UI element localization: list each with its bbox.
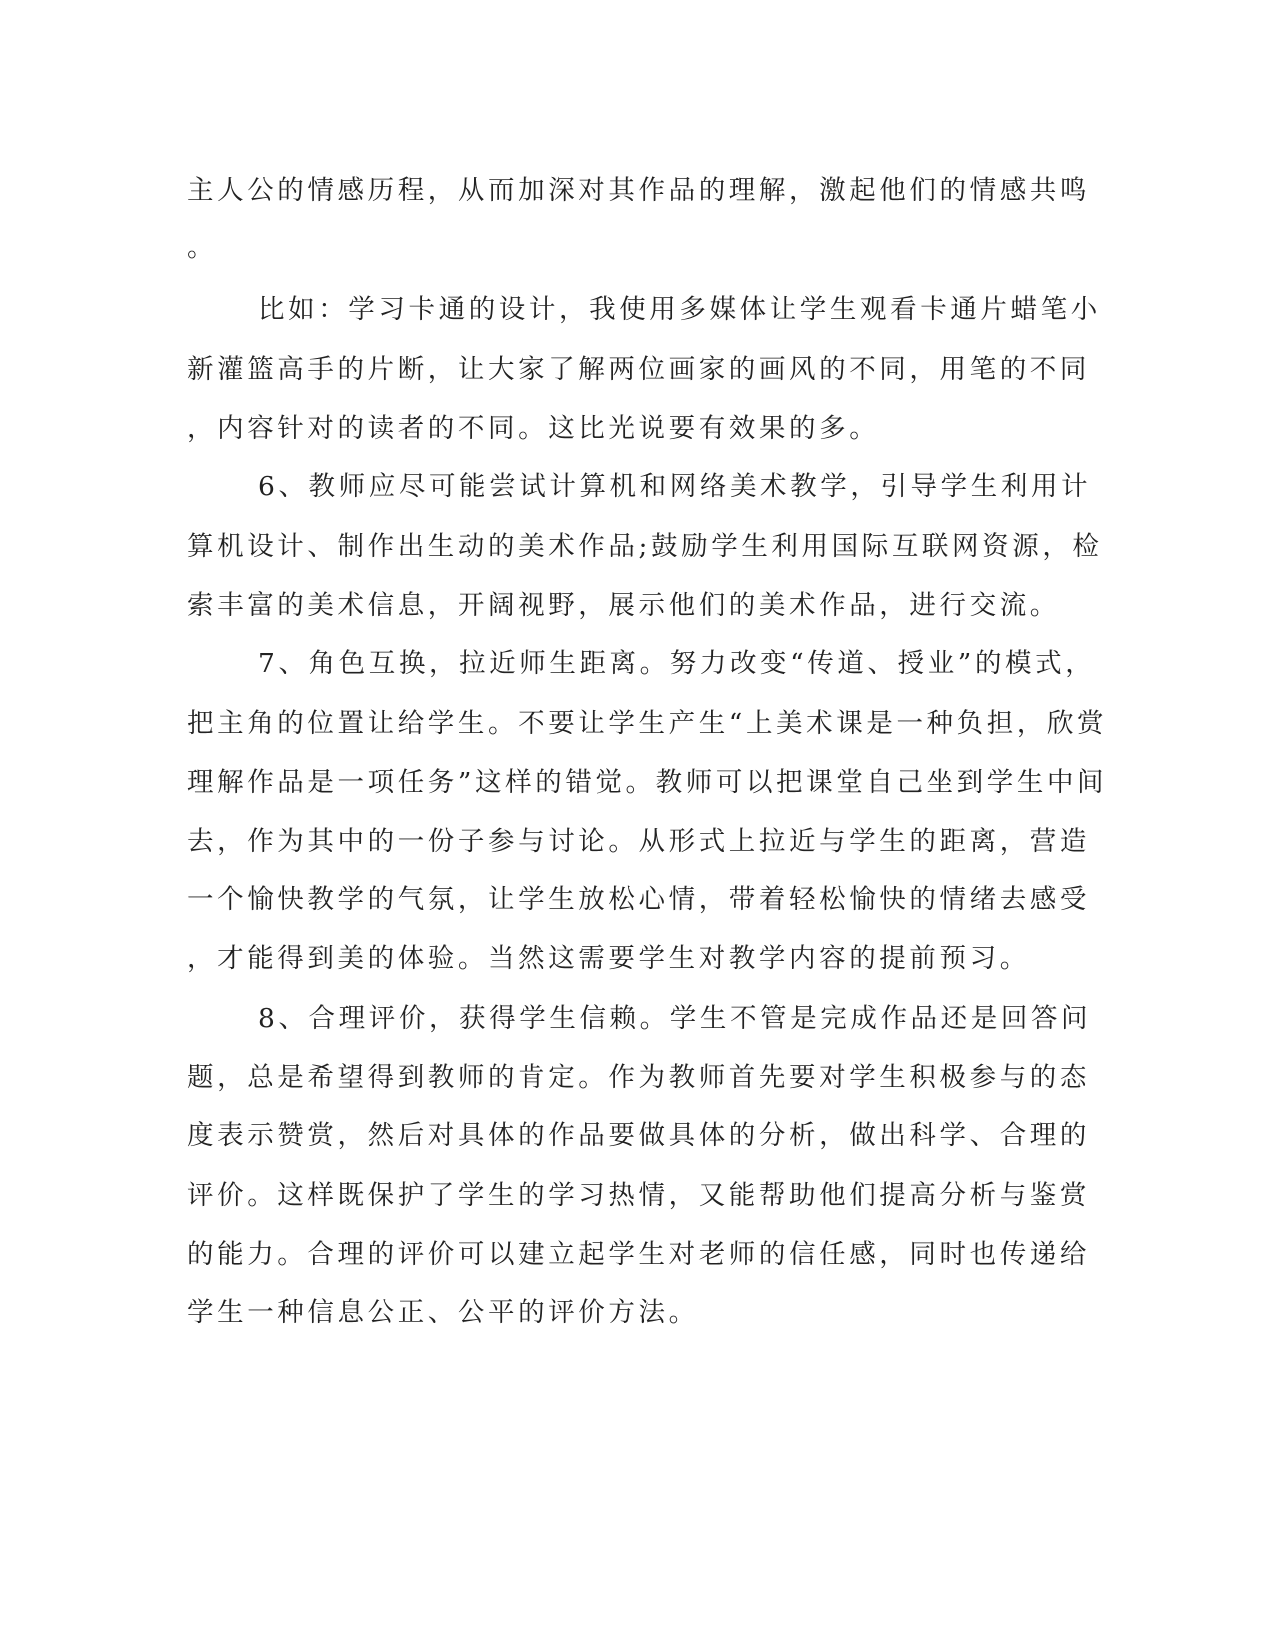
- text-line: 评价。这样既保护了学生的学习热情，又能帮助他们提高分析与鉴赏: [187, 1180, 1090, 1211]
- text-line: 一个愉快教学的气氛，让学生放松心情，带着轻松愉快的情绪去感受: [187, 884, 1090, 915]
- text-line: 理解作品是一项任务”这样的错觉。教师可以把课堂自己坐到学生中间: [187, 767, 1108, 798]
- paragraph-start-line: 7、角色互换，拉近师生距离。努力改变“传道、授业”的模式，: [258, 648, 1096, 679]
- text-line: 度表示赞赏，然后对具体的作品要做具体的分析，做出科学、合理的: [187, 1120, 1090, 1151]
- text-line: 。: [187, 232, 218, 263]
- text-line: 算机设计、制作出生动的美术作品;鼓励学生利用国际互联网资源，检: [187, 531, 1103, 562]
- paragraph-start-line: 8、合理评价，获得学生信赖。学生不管是完成作品还是回答问: [258, 1003, 1092, 1034]
- text-line: ，才能得到美的体验。当然这需要学生对教学内容的提前预习。: [187, 943, 1030, 974]
- text-line: 学生一种信息公正、公平的评价方法。: [187, 1297, 699, 1328]
- text-line: ，内容针对的读者的不同。这比光说要有效果的多。: [187, 413, 880, 444]
- text-line: 去，作为其中的一份子参与讨论。从形式上拉近与学生的距离，营造: [187, 826, 1090, 857]
- text-line: 的能力。合理的评价可以建立起学生对老师的信任感，同时也传递给: [187, 1239, 1090, 1270]
- text-line: 题，总是希望得到教师的肯定。作为教师首先要对学生积极参与的态: [187, 1062, 1090, 1093]
- text-line: 主人公的情感历程，从而加深对其作品的理解，激起他们的情感共鸣: [187, 175, 1090, 206]
- text-line: 把主角的位置让给学生。不要让学生产生“上美术课是一种负担，欣赏: [187, 708, 1108, 739]
- paragraph-start-line: 6、教师应尽可能尝试计算机和网络美术教学，引导学生利用计: [258, 471, 1092, 502]
- text-line: 新灌篮高手的片断，让大家了解两位画家的画风的不同，用笔的不同: [187, 354, 1090, 385]
- text-line: 索丰富的美术信息，开阔视野，展示他们的美术作品，进行交流。: [187, 590, 1060, 621]
- paragraph-start-line: 比如：学习卡通的设计，我使用多媒体让学生观看卡通片蜡笔小: [258, 294, 1101, 325]
